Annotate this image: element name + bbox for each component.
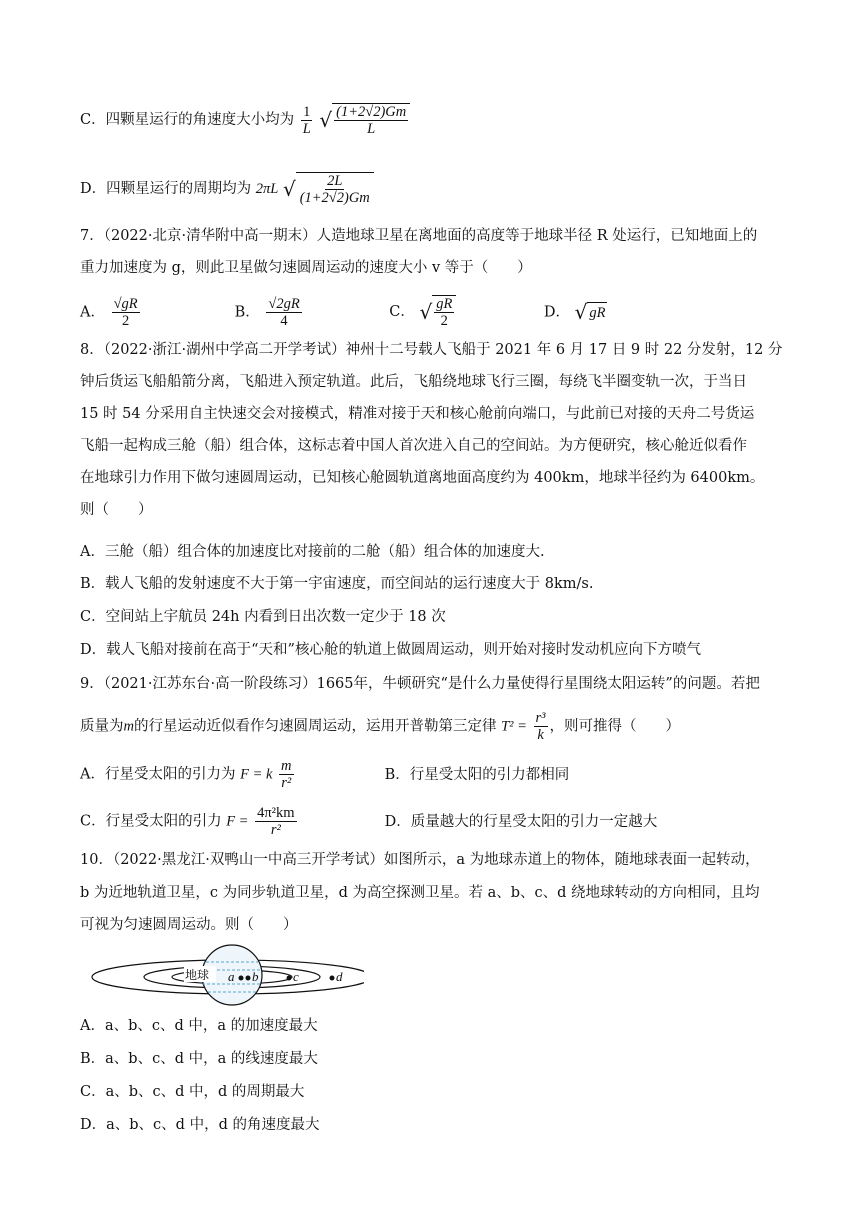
label-b: b [252, 969, 259, 984]
q7-option-b: B． $\frac{√2gR}{4}$ [234, 295, 300, 329]
q8-stem-line-6: 则（ ） [80, 502, 153, 518]
q8-option-a: A．三舱（船）组合体的加速度比对接前的二舱（船）组合体的加速度大. [80, 544, 545, 560]
point-a [239, 976, 244, 981]
orbit-diagram [74, 940, 364, 1012]
q7-stem-line-2: 重力加速度为 g，则此卫星做匀速圆周运动的速度大小 v 等于（ ） [80, 260, 532, 276]
q6-option-c-text: C．四颗星运行的角速度大小均为 [80, 112, 295, 128]
q8-option-c: C．空间站上宇航员 24h 内看到日出次数一定少于 18 次 [80, 609, 446, 625]
point-b [246, 976, 251, 981]
label-d: d [336, 969, 343, 984]
point-d [330, 976, 335, 981]
q6-option-d-text: D．四颗星运行的周期均为 [80, 181, 252, 197]
q10-option-a: A．a、b、c、d 中，a 的加速度最大 [80, 1018, 318, 1034]
q8-stem-line-5: 在地球引力作用下做匀速圆周运动，已知核心舱圆轨道离地面高度约为 400km，地球半径约为 6400km。 [80, 470, 765, 486]
q9-option-d: D．质量越大的行星受太阳的引力一定越大 [384, 813, 658, 830]
label-c: c [293, 969, 299, 984]
q10-stem-line-2: b 为近地轨道卫星，c 为同步轨道卫星，d 为高空探测卫星。若 a、b、c、d 绕地球转动的方向相同，且均 [80, 885, 760, 901]
q9-option-a: A．行星受太阳的引力为 F = k $\frac{m}{\text{r²}}$ [80, 758, 292, 791]
q8-option-b: B．载人飞船的发射速度不大于第一宇宙速度，而空间站的运行速度大于 8km/s. [80, 576, 594, 592]
q6-option-d-prefix: 2πL [255, 181, 279, 197]
label-a: a [228, 969, 235, 984]
q9-kepler-lhs: T² = [501, 718, 527, 735]
q8-stem-line-3: 15 时 54 分采用自主快速交会对接模式，精准对接于天和核心舱前向端口，与此前已对接的天舟二号货运 [80, 406, 755, 422]
q10-option-c: C．a、b、c、d 中，d 的周期最大 [80, 1084, 305, 1100]
q10-option-b: B．a、b、c、d 中，a 的线速度最大 [80, 1051, 318, 1067]
q8-stem-line-4: 飞船一起构成三舱（船）组合体，这标志着中国人首次进入自己的空间站。为方便研究，核心舱近似看作 [80, 438, 747, 454]
q6-option-d [80, 172, 374, 206]
q6-option-c [80, 103, 410, 137]
q10-stem-line-1: 10．（2022·黑龙江·双鸭山一中高三开学考试）如图所示，a 为地球赤道上的物体，随地球表面一起转动， [80, 852, 760, 868]
q7-options [80, 295, 607, 329]
q6-option-c-fraction: $\frac{1}{L}$ [302, 103, 311, 137]
q7-option-c: C． √ $\frac{gR}{2}$ [389, 295, 539, 329]
q8-stem-line-2: 钟后货运飞船船箭分离，飞船进入预定轨道。此后，飞船绕地球飞行三圈，每绕飞半圈变轨一次，于当日 [80, 374, 747, 390]
q9-option-b: B．行星受太阳的引力都相同 [384, 766, 570, 783]
q7-option-d: D． √ gR [543, 300, 606, 324]
q9-options-row-2 [80, 805, 657, 838]
q10-option-d: D．a、b、c、d 中，d 的角速度最大 [80, 1117, 320, 1133]
q7-stem-line-1: 7．（2022·北京·清华附中高一期末）人造地球卫星在离地面的高度等于地球半径 R 处运行，已知地面上的 [80, 228, 758, 244]
earth-label: 地球 [185, 968, 210, 982]
point-c [287, 976, 292, 981]
q6-option-c-radical: √ $\frac{(1+2√2)Gm}{L}$ [319, 103, 410, 137]
q6-option-d-radical: √ $\frac{2L}{(1+2√2)Gm}$ [283, 172, 374, 206]
q8-stem-line-1: 8．（2022·浙江·湖州中学高二开学考试）神州十二号载人飞船于 2021 年 6 月 17 日 9 时 22 分发射，12 分 [80, 342, 783, 358]
q9-stem-line-2: 质量为m的行星运动近似看作匀速圆周运动，运用开普勒第三定律 T² = $\frac{\text{r³}}{k}$ ，则可推得（ ） [80, 710, 681, 743]
q8-option-d: D．载人飞船对接前在高于“天和”核心舱的轨道上做圆周运动，则开始对接时发动机应向下方喷气 [80, 642, 701, 658]
q7-option-a: A． $\frac{√gR}{2}$ [80, 295, 138, 329]
q9-kepler-fraction: $\frac{\text{r³}}{k}$ [535, 710, 546, 743]
q9-stem-line-1: 9．（2021·江苏东台·高一阶段练习）1665年，牛顿研究“是什么力量使得行星围绕太阳运转”的问题。若把 [80, 676, 760, 692]
q10-stem-line-3: 可视为匀速圆周运动。则（ ） [80, 917, 298, 933]
q9-option-c: C．行星受太阳的引力 F = $\frac{\text{4π²km}}{\text{r²}}$ [80, 805, 295, 838]
q9-options-row-1 [80, 758, 569, 791]
